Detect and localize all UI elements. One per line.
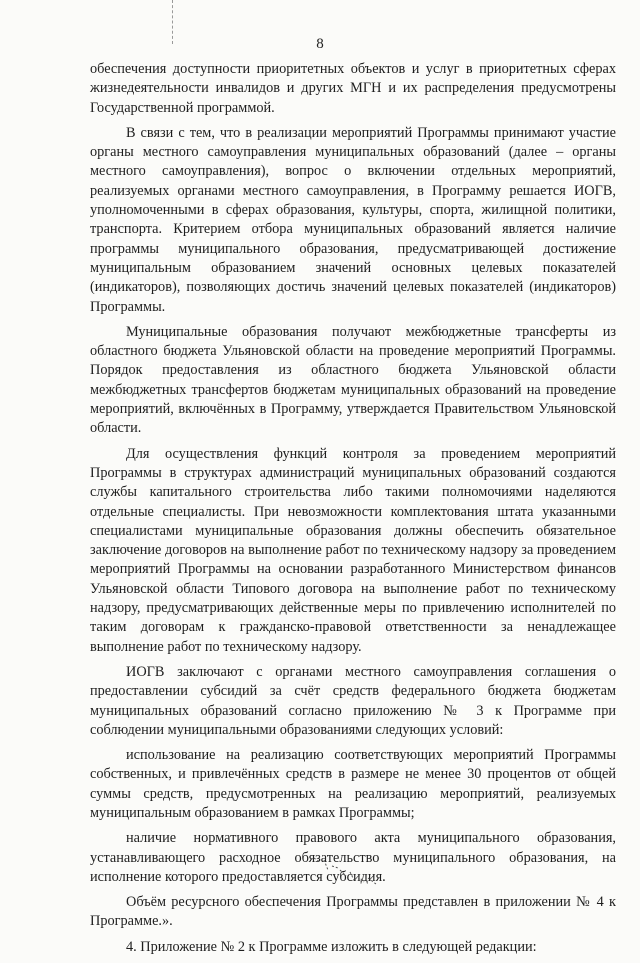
- paragraph-1: обеспечения доступности приоритетных объектов и услуг в приоритетных сферах жизнедеятельности инвалидов и других МГН и их распределения предусмотрены Государственной программой.: [90, 61, 616, 116]
- paragraph-7: наличие нормативного правового акта муниципального образования, устанавливающего расходное обязательство муниципального образования, на исполнение которого предоставляется субсидия.: [90, 830, 616, 885]
- paragraph-2: В связи с тем, что в реализации мероприятий Программы принимают участие органы местного самоуправления муниципальных образований (далее – органы местного самоуправления), вопрос о включении отдельных мероприятий, реализуемых органами местного самоуправления, в Программу решается ИОГВ, уполномоченными в сферах образования, культуры, спорта, жилищной политики, транспорта. Критерием отбора муниципальных образований является наличие программы муниципального образования, предусматривающей достижение муниципальным образованием значений основных целевых показателей (индикаторов), позволяющих достичь значений целевых показателей (индикаторов) Программы.: [90, 124, 616, 315]
- paragraph-9: 4. Приложение № 2 к Программе изложить в следующей редакции:: [126, 938, 537, 955]
- paragraph-3: Муниципальные образования получают межбюджетные трансферты из областного бюджета Ульяновской области на проведение мероприятий Программы. Порядок предоставления из областного бюджета Ульяновской области межбюджетных трансфертов бюджетам муниципальных образований на проведение мероприятий, включённых в Программу, утверждается Правительством Ульяновской области.: [90, 323, 616, 437]
- paragraph-8: Объём ресурсного обеспечения Программы представлен в приложении № 4 к Программе.».: [90, 894, 616, 930]
- paragraph-5: ИОГВ заключают с органами местного самоуправления соглашения о предоставлении субсидий за счёт средств федерального бюджета бюджетам муниципальных образований согласно приложению № 3 к Программе при соблюдении муниципальными образованиями следующих условий:: [90, 663, 616, 738]
- paragraph-4: Для осуществления функций контроля за проведением мероприятий Программы в структурах администраций муниципальных образований создаются службы капитального строительства либо такими полномочиями наделяются отдельные специалисты. При невозможности комплектования штата указанными специалистами муниципальные образования должны обеспечить обязательное заключение договоров на выполнение работ по техническому надзору за проведением мероприятий Программы на основании разработанного Министерством финансов Ульяновской области Типового договора на выполнение работ по техническому надзору, предусматривающих действенные меры по привлечению исполнителей по таким договорам к гражданско-правовой ответственности за ненадлежащее выполнение работ по техническому надзору.: [90, 445, 616, 655]
- page-number: 8: [316, 36, 324, 52]
- paragraph-6: использование на реализацию соответствующих мероприятий Программы собственных, и привлечённых средств в размере не менее 30 процентов от общей суммы средств, предусмотренных на реализацию мероприятий, реализуемых муниципальным образованием в рамках Программы;: [90, 747, 616, 821]
- signature-scribble: [312, 852, 382, 888]
- document-body: [90, 60, 616, 963]
